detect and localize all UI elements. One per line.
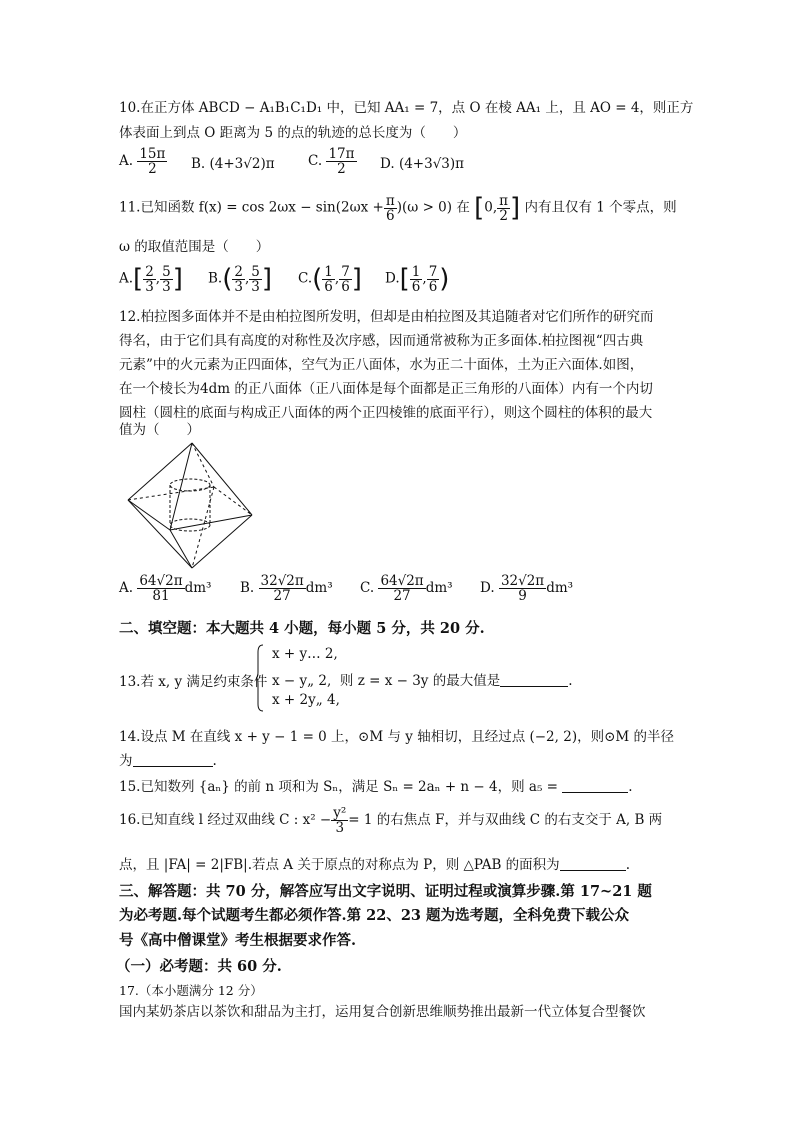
- q10-option-d: D. (4+3√3)π: [380, 156, 465, 172]
- q12-line1: 12.柏拉图多面体并不是由柏拉图所发明，但却是由柏拉图及其追随者对它们所作的研究而: [119, 309, 654, 325]
- q13-constraint-3: x + 2y„ 4,: [272, 692, 340, 708]
- q10-option-c: C. $\frac{17\pi}{2}$: [308, 146, 355, 177]
- q11-option-b: B.( $\frac{2}{3}$ , $\frac{5}{3}$ ]: [208, 263, 273, 295]
- q12-option-a: A. $\frac{64√2\pi}{81}$ dm³: [119, 573, 212, 604]
- q11-option-a: A.[ $\frac{2}{3}$ , $\frac{5}{3}$ ]: [119, 263, 183, 295]
- q12-option-d: D. $\frac{32√2\pi}{9}$ dm³: [480, 573, 574, 604]
- brace-icon: [256, 644, 264, 712]
- q11-line1: 11.已知函数 f(x) = cos 2ωx − sin(2ωx + $\frac{\pi}{6}$ )(ω > 0) 在 [0, $\frac{\pi}{2}$ ] 内有且仅有 1 个零点，则: [119, 192, 677, 224]
- q13-prefix: 13.若 x, y 满足约束条件: [119, 674, 268, 690]
- q10-line2: 体表面上到点 O 距离为 5 的点的轨迹的总长度为（ ）: [119, 125, 467, 141]
- q12-line2: 得名，由于它们具有高度的对称性及次序感，因而通常被称为正多面体.柏拉图视“四古典: [119, 333, 644, 349]
- q13-constraint-1: x + y… 2,: [272, 646, 338, 662]
- q16-line1: 16.已知直线 l 经过双曲线 C : x² − $\frac{\text{y²}}{3}$ = 1 的右焦点 F，并与双曲线 C 的右支交于 A, B 两: [119, 805, 663, 836]
- q17-line2: 国内某奶茶店以茶饮和甜品为主打，运用复合创新思维顺势推出最新一代立体复合型餐饮: [119, 1004, 646, 1020]
- q11-line2: ω 的取值范围是（ ）: [119, 239, 270, 255]
- q12-line3: 元素”中的火元素为正四面体，空气为正八面体，水为正二十面体，土为正六面体.如图，: [119, 357, 644, 373]
- q12-option-b: B. $\frac{32√2\pi}{27}$ dm³: [240, 573, 333, 604]
- section-3-line1: 三、解答题：共 70 分，解答应写出文字说明、证明过程或演算步骤.第 17~21 题: [119, 883, 652, 900]
- section-3-line2: 为必考题.每个试题考生都必须作答.第 22、23 题为选考题，全科免费下载公众: [119, 907, 630, 924]
- q10-option-b: B. (4+3√2)π: [191, 156, 275, 172]
- q17-line1: 17.（本小题满分 12 分）: [119, 983, 263, 998]
- q10-line1: 10.在正方体 ABCD − A₁B₁C₁D₁ 中，已知 AA₁ = 7，点 O 在棱 AA₁ 上，且 AO = 4，则正方: [119, 100, 694, 116]
- q14-line1: 14.设点 M 在直线 x + y − 1 = 0 上，⊙M 与 y 轴相切，且经过点 (−2, 2)，则⊙M 的半径: [119, 729, 675, 745]
- section-3-line3: 号《高中僧课堂》考生根据要求作答.: [119, 932, 357, 949]
- octahedron-cylinder-figure: [122, 440, 257, 572]
- q12-line4: 在一个棱长为4dm 的正八面体（正八面体是每个面都是正三角形的八面体）内有一个内切: [119, 381, 653, 397]
- q10-option-a: A. $\frac{15\pi}{2}$: [119, 146, 166, 177]
- q15-line: 15.已知数列 {aₙ} 的前 n 项和为 Sₙ，满足 Sₙ = 2aₙ + n − 4，则 a₅ = .: [119, 779, 633, 795]
- part-1-heading: （一）必考题：共 60 分.: [116, 958, 282, 975]
- q11-option-c: C.( $\frac{1}{6}$ , $\frac{7}{6}$ ]: [298, 263, 362, 295]
- q12-line5: 圆柱（圆柱的底面与构成正八面体的两个正四棱锥的底面平行），则这个圆柱的体积的最大: [119, 405, 653, 421]
- q12-option-c: C. $\frac{64√2\pi}{27}$ dm³: [360, 573, 453, 604]
- q12-line6: 值为（ ）: [119, 422, 200, 438]
- q14-line2: 为 .: [119, 753, 217, 769]
- q16-line2: 点，且 |FA| = 2|FB|.若点 A 关于原点的对称点为 P，则 △PAB 的面积为 .: [119, 857, 630, 873]
- q13-constraint-2: x − y„ 2, 则 z = x − 3y 的最大值是 .: [272, 673, 573, 689]
- section-2-heading: 二、填空题：本大题共 4 小题，每小题 5 分，共 20 分.: [119, 620, 485, 637]
- q11-option-d: D.[ $\frac{1}{6}$ , $\frac{7}{6}$ ): [385, 263, 450, 295]
